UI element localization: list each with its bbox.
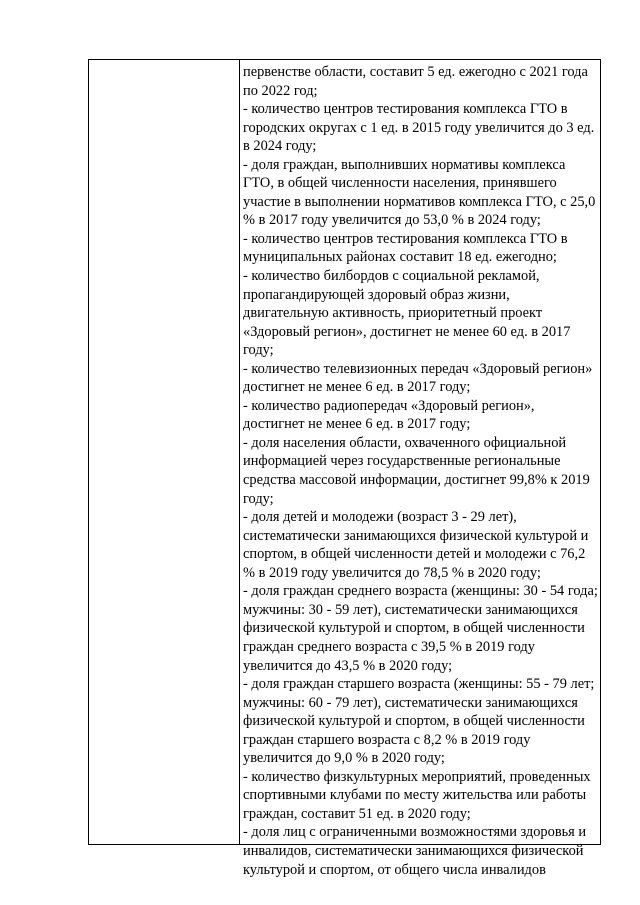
- list-item: - количество телевизионных передач «Здоровый регион» достигнет не менее 6 ед. в 2017 году;: [243, 360, 593, 396]
- list-item: - доля детей и молодежи (возраст 3 - 29 лет), систематически занимающихся физической культурой и спортом, в общей численности детей и молодежи с 76,2 % в 2019 году увеличится до 78,5 % в 2020 году;: [243, 509, 589, 581]
- list-item: - доля лиц с ограниченными возможностями здоровья и инвалидов, систематически занимающихся физической культурой и спортом, от общего числа инвалидов: [243, 824, 587, 878]
- list-item: - количество физкультурных мероприятий, проведенных спортивными клубами по месту жительства или работы граждан, составит 51 ед. в 2020 году;: [243, 768, 591, 822]
- list-item: - доля граждан старшего возраста (женщины: 55 - 79 лет; мужчины: 60 - 79 лет), систематически занимающихся физической культурой и спортом, в общей численности граждан старшего возраста с 8,2 % в 2019 году увеличится до 9,0 % в 2020 году;: [243, 676, 595, 767]
- table-right-cell: [240, 60, 600, 878]
- list-item: - количество центров тестирования комплекса ГТО в городских округах с 1 ед. в 2015 году увеличится до 3 ед. в 2024 году;: [243, 101, 595, 155]
- table-left-cell: [89, 60, 240, 844]
- list-item: - количество радиопередач «Здоровый регион», достигнет не менее 6 ед. в 2017 году;: [243, 397, 535, 433]
- list-item: - доля граждан, выполнивших нормативы комплекса ГТО, в общей численности населения, принявшего участие в выполнении нормативов комплекса ГТО, с 25,0 % в 2017 году увеличится до 53,0 % в 2024 году;: [243, 156, 596, 229]
- list-item: - количество центров тестирования комплекса ГТО в муниципальных районах составит 18 ед. ежегодно;: [243, 230, 568, 266]
- document-table: [88, 59, 601, 878]
- list-item: - доля населения области, охваченного официальной информацией через государственные региональные средства массовой информации, достигнет 99,8% к 2019 году;: [243, 434, 590, 507]
- list-item: - количество билбордов с социальной рекламой, пропагандирующей здоровый образ жизни, двигательную активность, приоритетный проект «Здоровый регион», достигнет не менее 60 ед. в 2017 году;: [243, 268, 571, 359]
- list-item: - доля граждан среднего возраста (женщины: 30 - 54 года; мужчины: 30 - 59 лет), систематически занимающихся физической культурой и спортом, в общей численности граждан среднего возраста с 39,5 % в 2019 году увеличится до 43,5 % в 2020 году;: [243, 583, 598, 674]
- list-item: первенстве области, составит 5 ед. ежегодно с 2021 года по 2022 год;: [243, 64, 588, 99]
